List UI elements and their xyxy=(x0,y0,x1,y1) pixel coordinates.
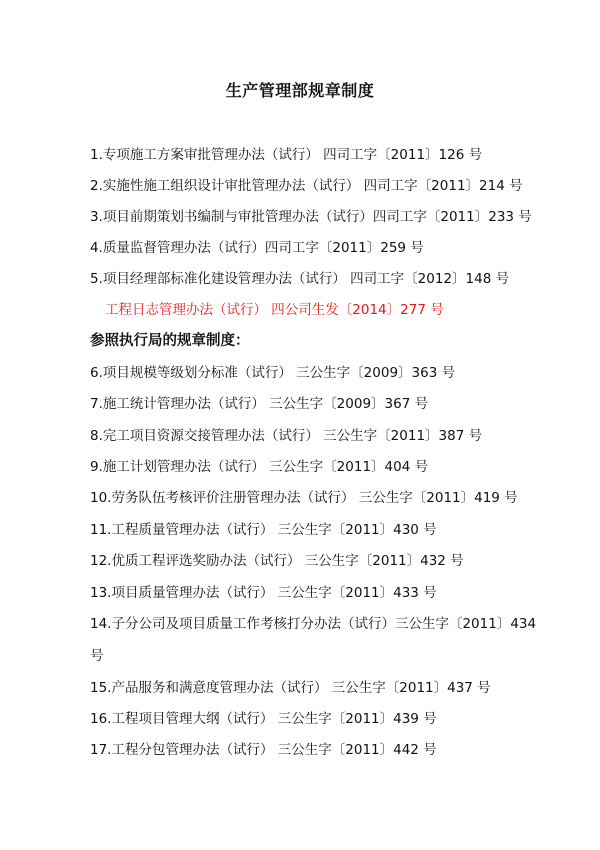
rule-item-7: 7.施工统计管理办法（试行） 三公生字〔2009〕367 号 xyxy=(90,396,429,412)
rule-item-14: 14.子分公司及项目质量工作考核打分办法（试行）三公生字〔2011〕434 xyxy=(90,616,537,632)
highlight-rule-item: 工程日志管理办法（试行） 四公司生发〔2014〕277 号 xyxy=(105,302,444,318)
rule-item-3: 3.项目前期策划书编制与审批管理办法（试行）四司工字〔2011〕233 号 xyxy=(90,209,532,225)
rule-item-2: 2.实施性施工组织设计审批管理办法（试行） 四司工字〔2011〕214 号 xyxy=(90,178,523,194)
rule-item-6: 6.项目规模等级划分标准（试行） 三公生字〔2009〕363 号 xyxy=(90,365,456,381)
rule-item-9: 9.施工计划管理办法（试行） 三公生字〔2011〕404 号 xyxy=(90,459,429,475)
rule-item-5: 5.项目经理部标准化建设管理办法（试行） 四司工字〔2012〕148 号 xyxy=(90,271,510,287)
rule-item-16: 16.工程项目管理大纲（试行） 三公生字〔2011〕439 号 xyxy=(90,711,437,727)
rule-item-12: 12.优质工程评选奖励办法（试行） 三公生字〔2011〕432 号 xyxy=(90,553,464,569)
page-title: 生产管理部规章制度 xyxy=(225,81,375,100)
rule-item-4: 4.质量监督管理办法（试行）四司工字〔2011〕259 号 xyxy=(90,240,424,256)
rule-item-15: 15.产品服务和满意度管理办法（试行） 三公生字〔2011〕437 号 xyxy=(90,680,491,696)
rule-item-1: 1.专项施工方案审批管理办法（试行） 四司工字〔2011〕126 号 xyxy=(90,147,483,163)
rule-item-14-continuation: 号 xyxy=(90,648,104,664)
rule-item-13: 13.项目质量管理办法（试行） 三公生字〔2011〕433 号 xyxy=(90,585,437,601)
rule-item-10: 10.劳务队伍考核评价注册管理办法（试行） 三公生字〔2011〕419 号 xyxy=(90,490,518,506)
rule-item-8: 8.完工项目资源交接管理办法（试行） 三公生字〔2011〕387 号 xyxy=(90,428,483,444)
rule-item-17: 17.工程分包管理办法（试行） 三公生字〔2011〕442 号 xyxy=(90,742,437,758)
bureau-rules-heading: 参照执行局的规章制度： xyxy=(90,333,250,349)
rule-item-11: 11.工程质量管理办法（试行） 三公生字〔2011〕430 号 xyxy=(90,522,437,538)
